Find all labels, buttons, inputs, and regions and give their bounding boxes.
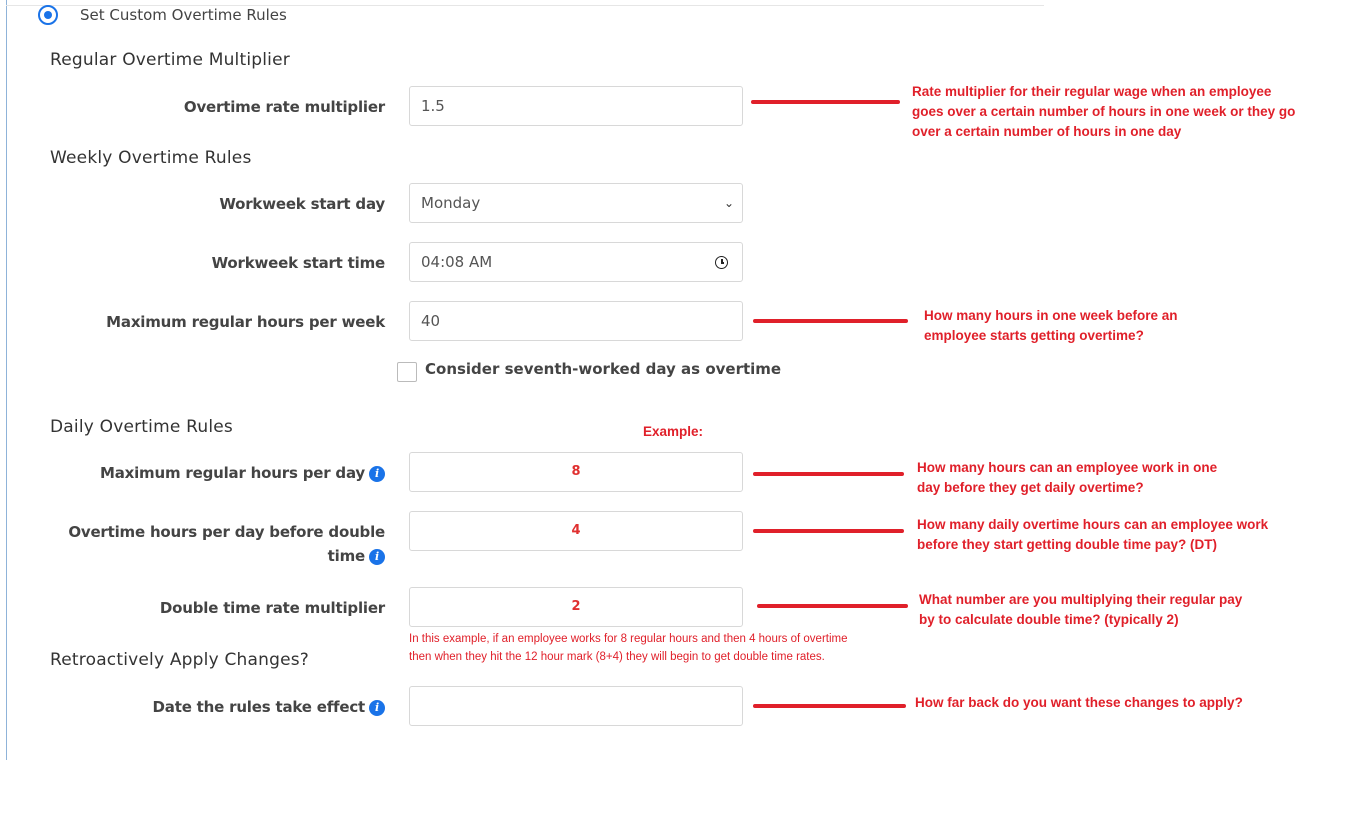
annotation-line: [753, 472, 904, 476]
annotation-daily-hours: [917, 458, 1217, 498]
max-hours-day-input[interactable]: 8: [409, 452, 743, 492]
chevron-down-icon: ⌄: [723, 196, 734, 210]
week-start-time-value: 04:08 AM: [421, 253, 493, 271]
ot-before-double-label: [68, 520, 385, 568]
left-border: [6, 0, 7, 760]
custom-rules-label: Set Custom Overtime Rules: [80, 6, 287, 24]
info-icon[interactable]: i: [369, 549, 385, 565]
section-regular-title: Regular Overtime Multiplier: [50, 50, 290, 70]
annotation-effective: How far back do you want these changes to apply?: [915, 695, 1243, 710]
annotation-text: How many daily overtime hours can an employee work: [917, 517, 1269, 532]
ot-multiplier-label: Overtime rate multiplier: [183, 98, 385, 116]
custom-rules-radio[interactable]: [38, 5, 58, 25]
example-note-line: In this example, if an employee works for 8 regular hours and then 4 hours of overtime: [409, 633, 848, 645]
annotation-double-mult: [919, 590, 1242, 630]
annotation-line: [751, 100, 900, 104]
radio-selected-dot: [44, 11, 52, 19]
annotation-line: [753, 319, 908, 323]
example-note-line: then when they hit the 12 hour mark (8+4) they will begin to get double time rates.: [409, 651, 825, 663]
max-hours-day-label-text: Maximum regular hours per day: [99, 464, 365, 482]
annotation-weekly-hours: [924, 306, 1178, 346]
annotation-text: day before they get daily overtime?: [917, 480, 1144, 495]
annotation-text: goes over a certain number of hours in one week or they go: [912, 104, 1296, 119]
annotation-text: How many hours can an employee work in one: [917, 460, 1218, 475]
annotation-daily-ot: [917, 515, 1268, 555]
effective-date-label: [153, 695, 385, 719]
clock-icon[interactable]: [715, 256, 728, 269]
annotation-text: employee starts getting overtime?: [924, 328, 1144, 343]
annotation-text: What number are you multiplying their regular pay: [919, 592, 1243, 607]
max-hours-day-label: [100, 461, 385, 485]
ot-before-double-label-line2: time: [327, 547, 365, 565]
double-multiplier-input[interactable]: 2: [409, 587, 743, 627]
max-hours-week-input[interactable]: 40: [409, 301, 743, 341]
week-start-day-value: Monday: [421, 194, 481, 212]
annotation-text: Rate multiplier for their regular wage when an employee: [912, 84, 1272, 99]
annotation-line: [753, 529, 904, 533]
annotation-line: [753, 704, 906, 708]
annotation-text: by to calculate double time? (typically 2): [919, 612, 1179, 627]
section-retro-title: Retroactively Apply Changes?: [50, 650, 310, 670]
ot-before-double-input[interactable]: 4: [409, 511, 743, 551]
annotation-multiplier: [912, 82, 1295, 142]
week-start-time-label: Workweek start time: [211, 254, 385, 272]
ot-before-double-label-line1: Overtime hours per day before double: [68, 523, 385, 541]
effective-date-label-text: Date the rules take effect: [152, 698, 365, 716]
example-annotation-label: Example:: [643, 424, 704, 439]
annotation-line: [757, 604, 908, 608]
section-weekly-title: Weekly Overtime Rules: [50, 148, 252, 168]
ot-multiplier-input[interactable]: 1.5: [409, 86, 743, 126]
week-start-time-input[interactable]: [409, 242, 743, 282]
info-icon[interactable]: i: [369, 700, 385, 716]
week-start-day-label: Workweek start day: [219, 195, 385, 213]
annotation-text: How many hours in one week before an: [924, 308, 1178, 323]
example-note: [409, 630, 848, 666]
info-icon[interactable]: i: [369, 466, 385, 482]
section-daily-title: Daily Overtime Rules: [50, 417, 233, 437]
annotation-text: over a certain number of hours in one day: [912, 124, 1182, 139]
double-multiplier-label: Double time rate multiplier: [159, 599, 385, 617]
effective-date-input[interactable]: [409, 686, 743, 726]
seventh-day-label[interactable]: Consider seventh-worked day as overtime: [425, 360, 782, 378]
week-start-day-select[interactable]: [409, 183, 743, 223]
max-hours-week-label: Maximum regular hours per week: [106, 313, 385, 331]
annotation-text: before they start getting double time pay? (DT): [917, 537, 1218, 552]
seventh-day-checkbox[interactable]: [397, 362, 417, 382]
